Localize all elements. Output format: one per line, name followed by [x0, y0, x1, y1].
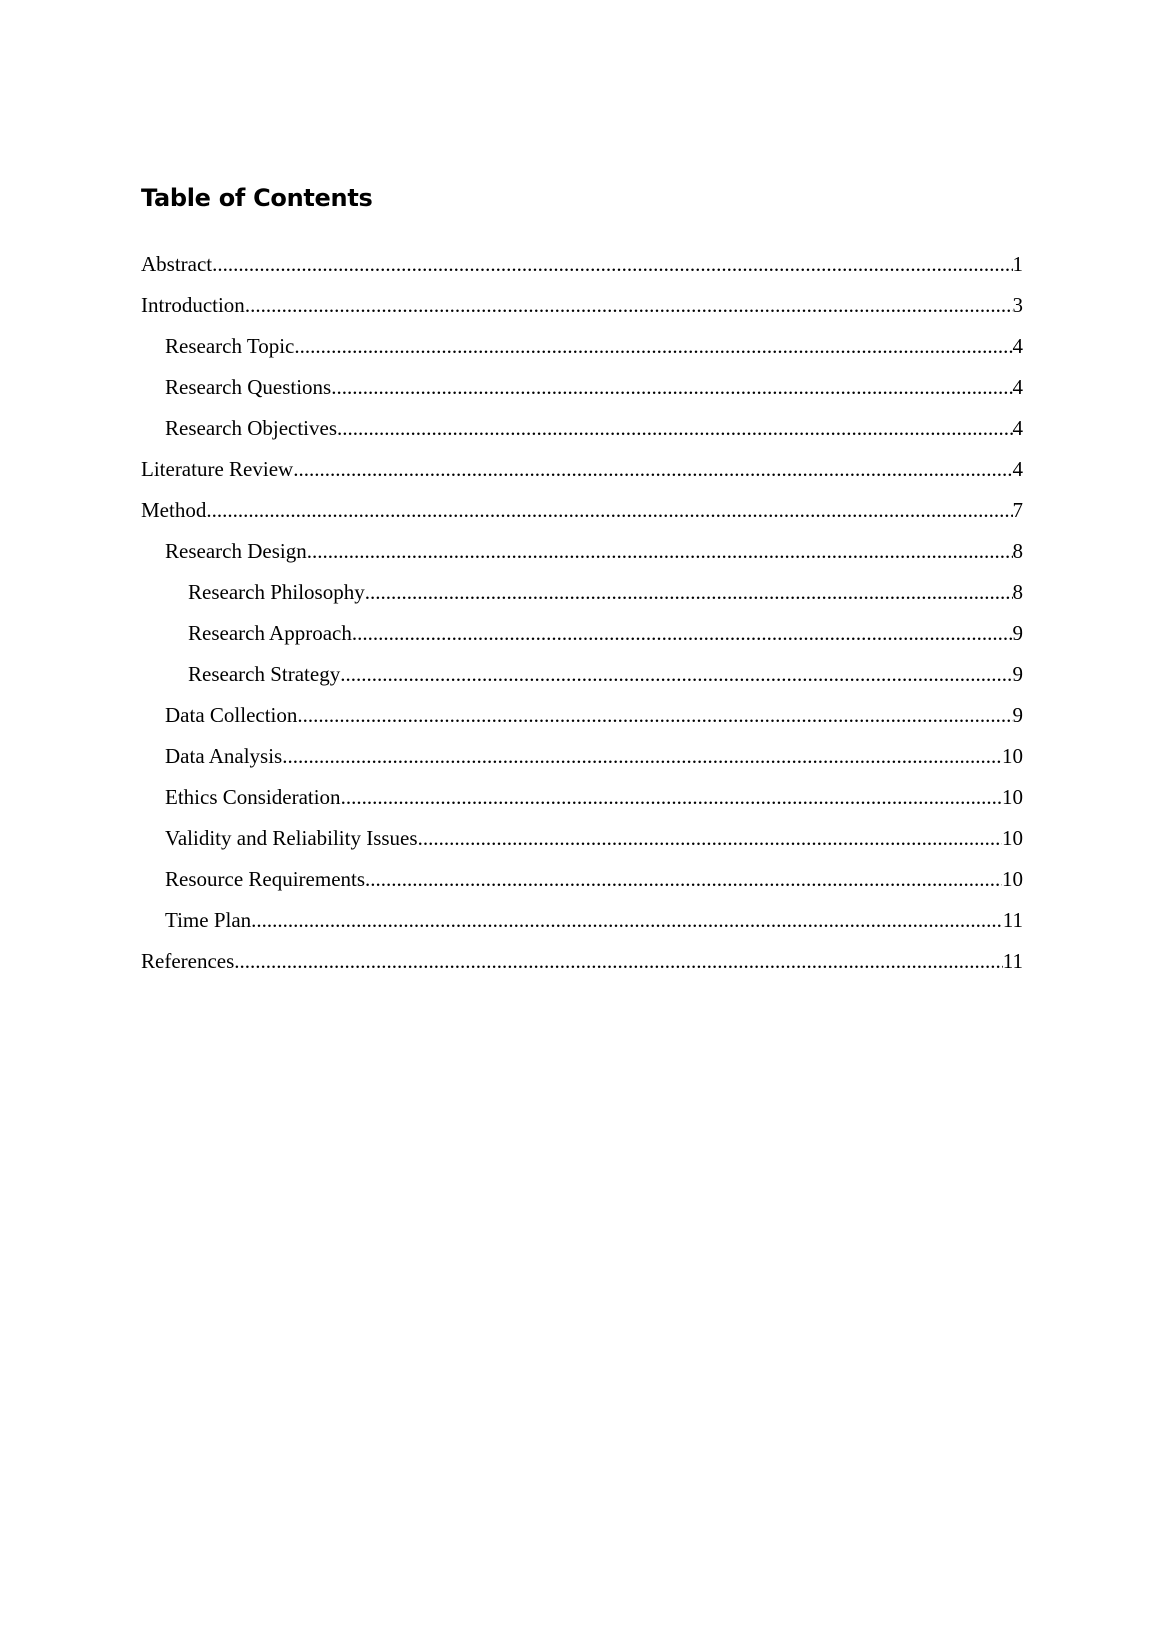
toc-entry-page: 10: [1002, 744, 1023, 768]
toc-entry-label: Research Objectives: [165, 416, 338, 440]
toc-entry-page: 10: [1002, 826, 1023, 850]
toc-entry-literature-review[interactable]: [141, 453, 1023, 494]
toc-dot-leader: [331, 371, 1012, 403]
toc-entry-introduction[interactable]: [141, 289, 1023, 330]
toc-entry-page: 3: [1012, 293, 1023, 317]
toc-entry-research-approach[interactable]: [141, 617, 1023, 658]
toc-entry-label: Time Plan: [165, 908, 252, 932]
toc-entry-label: Research Questions: [165, 375, 332, 399]
toc-dot-leader: [294, 330, 1012, 362]
toc-entry-label: Research Philosophy: [188, 580, 365, 604]
toc-entry-method[interactable]: [141, 494, 1023, 535]
toc-dot-leader: [307, 535, 1013, 567]
toc-entry-label: Data Collection: [165, 703, 298, 727]
toc-entry-data-collection[interactable]: [141, 699, 1023, 740]
toc-dot-leader: [365, 863, 1002, 895]
toc-dot-leader: [245, 289, 1013, 321]
toc-entry-page: 4: [1012, 375, 1023, 399]
toc-entry-label: Research Design: [165, 539, 307, 563]
toc-entry-label: Method: [141, 498, 207, 522]
toc-entry-page: 9: [1012, 703, 1023, 727]
toc-title: Table of Contents: [141, 184, 373, 212]
toc-entry-time-plan[interactable]: [141, 904, 1023, 945]
toc-entry-label: Research Approach: [188, 621, 352, 645]
toc-entry-resource-requirements[interactable]: [141, 863, 1023, 904]
toc-entry-page: 4: [1012, 416, 1023, 440]
toc-entry-page: 9: [1012, 621, 1023, 645]
toc-entry-page: 4: [1012, 334, 1023, 358]
toc-entry-references[interactable]: [141, 945, 1023, 986]
toc-entry-research-strategy[interactable]: [141, 658, 1023, 699]
toc-entry-page: 11: [1002, 908, 1023, 932]
toc-entry-ethics-consideration[interactable]: [141, 781, 1023, 822]
toc-dot-leader: [352, 617, 1013, 649]
toc-entry-research-topic[interactable]: [141, 330, 1023, 371]
toc-entry-label: Literature Review: [141, 457, 294, 481]
toc-entry-validity-reliability[interactable]: [141, 822, 1023, 863]
toc-entry-research-objectives[interactable]: [141, 412, 1023, 453]
toc-entry-abstract[interactable]: [141, 248, 1023, 289]
toc-list: [141, 248, 1023, 986]
toc-entry-page: 11: [1002, 949, 1023, 973]
toc-entry-research-questions[interactable]: [141, 371, 1023, 412]
toc-dot-leader: [293, 453, 1012, 485]
toc-entry-page: 4: [1012, 457, 1023, 481]
toc-entry-page: 8: [1012, 580, 1023, 604]
toc-entry-research-design[interactable]: [141, 535, 1023, 576]
toc-dot-leader: [297, 699, 1012, 731]
toc-dot-leader: [282, 740, 1002, 772]
toc-dot-leader: [418, 822, 1002, 854]
toc-entry-label: Introduction: [141, 293, 245, 317]
toc-entry-label: Resource Requirements: [165, 867, 366, 891]
toc-dot-leader: [206, 494, 1012, 526]
toc-entry-label: References: [141, 949, 235, 973]
toc-dot-leader: [340, 658, 1012, 690]
toc-entry-page: 8: [1012, 539, 1023, 563]
toc-entry-page: 9: [1012, 662, 1023, 686]
toc-entry-research-philosophy[interactable]: [141, 576, 1023, 617]
toc-entry-label: Data Analysis: [165, 744, 283, 768]
toc-entry-page: 10: [1002, 867, 1023, 891]
toc-dot-leader: [337, 412, 1012, 444]
toc-dot-leader: [212, 248, 1012, 280]
toc-entry-page: 1: [1012, 252, 1023, 276]
toc-dot-leader: [251, 904, 1003, 936]
toc-entry-label: Research Strategy: [188, 662, 341, 686]
toc-entry-page: 10: [1002, 785, 1023, 809]
toc-entry-label: Ethics Consideration: [165, 785, 341, 809]
toc-dot-leader: [341, 781, 1002, 813]
toc-dot-leader: [365, 576, 1013, 608]
toc-dot-leader: [234, 945, 1002, 977]
toc-entry-page: 7: [1012, 498, 1023, 522]
toc-entry-label: Abstract: [141, 252, 213, 276]
toc-entry-label: Validity and Reliability Issues: [165, 826, 418, 850]
toc-entry-data-analysis[interactable]: [141, 740, 1023, 781]
toc-entry-label: Research Topic: [165, 334, 295, 358]
